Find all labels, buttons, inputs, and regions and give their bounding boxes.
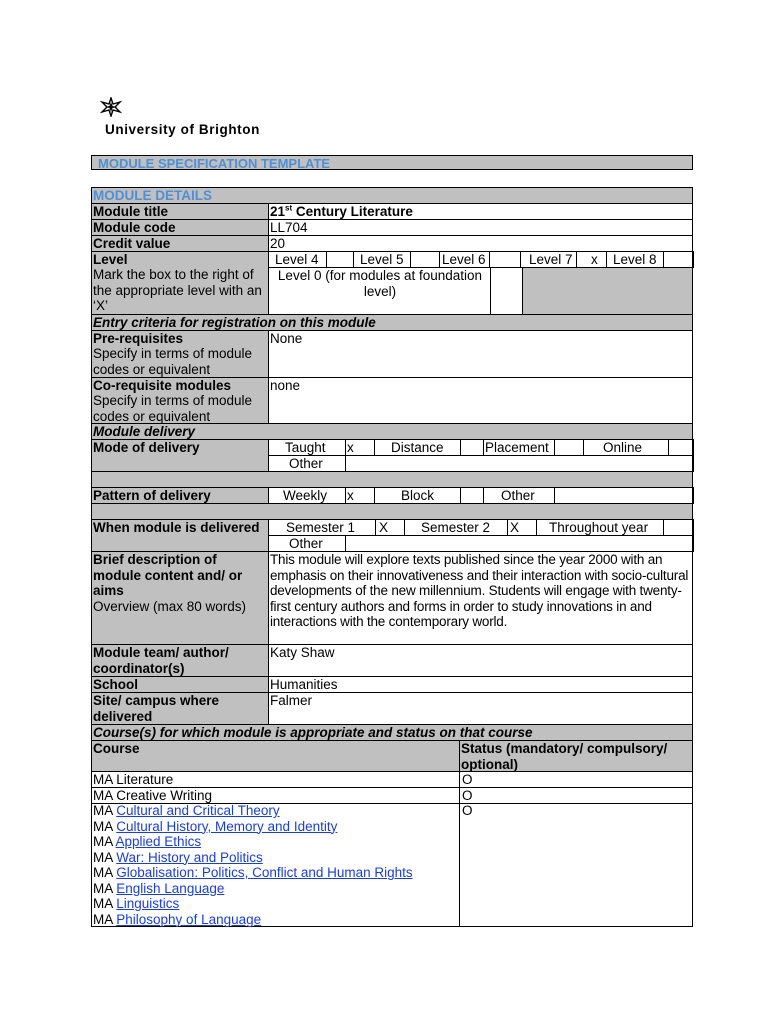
level-label-cell xyxy=(91,251,269,315)
mode-online-cell xyxy=(583,439,669,456)
throughout-year-checkbox[interactable] xyxy=(663,519,694,536)
courses-header xyxy=(91,724,693,741)
description-value: This module will explore texts published since the year 2000 with an emphasis on their innovativeness and their interaction with socio-cultural developments of the new millennium. Students will engage with twenty-first century authors and forms in order to study innovations in and interactions with the contemporary world. xyxy=(270,552,689,629)
corequisites-value: none xyxy=(270,378,301,393)
description-label-cell xyxy=(91,551,269,645)
course-link[interactable]: Cultural History, Memory and Identity xyxy=(116,818,338,834)
level-6-checkbox[interactable] xyxy=(489,251,521,268)
module-title-value-cell xyxy=(268,203,693,220)
course-status: O xyxy=(462,803,473,818)
course-row xyxy=(93,912,261,928)
course-row xyxy=(91,771,460,788)
course-name: MA Literature xyxy=(93,772,174,787)
pattern-of-delivery-label: Pattern of delivery xyxy=(93,488,211,503)
pattern-other-cell xyxy=(483,487,555,504)
course-prefix: MA xyxy=(93,911,117,927)
semester-1-label: Semester 1 xyxy=(286,520,356,535)
prerequisites-hint: Specify in terms of module codes or equivalent xyxy=(93,346,253,377)
when-delivered-label: When module is delivered xyxy=(93,520,260,535)
mode-online-label: Online xyxy=(603,440,643,455)
module-team-value-cell xyxy=(268,644,693,677)
semester-2-label: Semester 2 xyxy=(421,520,491,535)
mode-of-delivery-options xyxy=(268,439,693,472)
level-8-cell xyxy=(606,251,664,268)
mode-placement-label: Placement xyxy=(485,440,549,455)
document-title: MODULE SPECIFICATION TEMPLATE xyxy=(91,155,693,170)
mode-distance-label: Distance xyxy=(391,440,444,455)
prerequisites-label-cell xyxy=(91,330,269,378)
linked-courses-status-cell xyxy=(459,803,693,927)
course-row xyxy=(93,896,179,912)
module-team-label-cell xyxy=(91,644,269,677)
module-title-value: 21st Century Literature xyxy=(270,203,413,219)
spacer-row-1 xyxy=(91,471,693,488)
level-0-cell xyxy=(268,267,491,315)
mode-taught-checkbox[interactable] xyxy=(345,439,375,456)
site-label: Site/ campus where delivered xyxy=(93,693,220,724)
course-row xyxy=(93,803,280,819)
level-0-checkbox[interactable] xyxy=(490,267,523,315)
courses-heading: Course(s) for which module is appropriate and status on that course xyxy=(93,725,533,740)
course-column-header-cell xyxy=(91,740,460,772)
corequisites-value-cell xyxy=(268,377,693,424)
module-details-header xyxy=(91,187,693,204)
pattern-weekly-mark: x xyxy=(347,488,354,503)
level-filler-cell xyxy=(522,267,693,315)
course-row xyxy=(93,850,263,866)
level-7-checkbox[interactable] xyxy=(576,251,607,268)
mode-taught-label: Taught xyxy=(285,440,326,455)
module-title-label: Module title xyxy=(93,204,168,219)
course-row xyxy=(93,865,413,881)
pattern-block-label: Block xyxy=(401,488,435,503)
credit-value-cell xyxy=(268,235,693,252)
module-team-value: Katy Shaw xyxy=(270,645,335,660)
module-code-label-cell xyxy=(91,219,269,236)
level-4-label: Level 4 xyxy=(275,252,319,267)
semester-2-checkbox[interactable] xyxy=(507,519,537,536)
course-row xyxy=(93,834,201,850)
pattern-weekly-checkbox[interactable] xyxy=(345,487,375,504)
course-prefix: MA xyxy=(93,896,117,911)
module-spec-table xyxy=(91,187,694,927)
module-code-value-cell xyxy=(268,219,693,236)
level-4-cell xyxy=(268,251,327,268)
school-value: Humanities xyxy=(270,677,338,692)
course-link[interactable]: Globalisation: Politics, Conflict and Human Rights xyxy=(116,865,413,880)
module-code-label: Module code xyxy=(93,220,176,235)
school-label-cell xyxy=(91,676,269,693)
level-row xyxy=(268,251,693,268)
semester-1-mark: X xyxy=(379,520,389,535)
course-column-header: Course xyxy=(93,741,140,756)
mode-other-cell xyxy=(268,455,346,472)
course-link[interactable]: Cultural and Critical Theory xyxy=(116,803,280,818)
level-7-cell xyxy=(520,251,577,268)
status-column-header-cell xyxy=(459,740,693,772)
spacer-row-2 xyxy=(91,503,693,520)
site-label-cell xyxy=(91,692,269,725)
pattern-other-field[interactable] xyxy=(554,487,694,504)
course-status-cell xyxy=(459,787,693,804)
course-link[interactable]: Philosophy of Language xyxy=(116,911,262,927)
mode-online-checkbox[interactable] xyxy=(668,439,694,456)
mode-other-field[interactable] xyxy=(345,455,694,472)
mode-of-delivery-label: Mode of delivery xyxy=(93,440,200,455)
mode-placement-checkbox[interactable] xyxy=(554,439,584,456)
credit-value: 20 xyxy=(270,236,286,251)
description-label: Brief description of module content and/ or aims xyxy=(93,552,243,598)
semester-1-checkbox[interactable] xyxy=(375,519,405,536)
module-details-heading: MODULE DETAILS xyxy=(93,188,212,203)
linked-courses-cell xyxy=(91,803,460,927)
description-value-cell xyxy=(268,551,693,645)
corequisites-label-cell xyxy=(91,377,269,424)
status-column-header: Status (mandatory/ compulsory/ optional) xyxy=(461,741,668,772)
entry-criteria-header xyxy=(91,314,693,331)
level-7-label: Level 7 xyxy=(529,252,573,267)
site-value-cell xyxy=(268,692,693,725)
course-prefix: MA xyxy=(93,834,116,849)
level-6-cell xyxy=(439,251,490,268)
university-name: University of Brighton xyxy=(105,122,260,137)
entry-criteria-heading: Entry criteria for registration on this module xyxy=(93,315,376,330)
pattern-of-delivery-label-cell xyxy=(91,487,269,504)
course-name: MA Creative Writing xyxy=(93,788,213,803)
when-other-field[interactable] xyxy=(345,535,694,552)
course-row xyxy=(91,787,460,804)
module-delivery-header xyxy=(91,423,693,440)
when-other-label: Other xyxy=(289,536,323,551)
description-hint: Overview (max 80 words) xyxy=(93,599,247,614)
module-delivery-heading: Module delivery xyxy=(93,424,196,439)
level-8-checkbox[interactable] xyxy=(663,251,694,268)
level-label: Level xyxy=(93,252,128,267)
prerequisites-value: None xyxy=(270,331,303,346)
pattern-block-cell xyxy=(374,487,461,504)
mode-taught-cell xyxy=(268,439,346,456)
school-label: School xyxy=(93,677,139,692)
course-link[interactable]: Linguistics xyxy=(116,896,180,911)
when-other-cell xyxy=(268,535,346,552)
course-link[interactable]: Applied Ethics xyxy=(115,834,202,849)
course-status: O xyxy=(462,772,473,787)
corequisites-hint: Specify in terms of module codes or equivalent xyxy=(93,393,253,424)
level-5-cell xyxy=(353,251,411,268)
credit-value-label-cell xyxy=(91,235,269,252)
course-row xyxy=(93,819,337,835)
level-7-mark: x xyxy=(591,252,598,267)
when-delivered-label-cell xyxy=(91,519,269,552)
corequisites-label: Co-requisite modules xyxy=(93,378,232,393)
mode-distance-checkbox[interactable] xyxy=(460,439,484,456)
university-logo-icon xyxy=(100,97,122,117)
pattern-weekly-cell xyxy=(268,487,346,504)
course-prefix: MA xyxy=(93,849,117,865)
course-link[interactable]: War: History and Politics xyxy=(116,849,263,865)
course-status-cell xyxy=(459,771,693,788)
mode-of-delivery-label-cell xyxy=(91,439,269,472)
semester-2-cell xyxy=(404,519,508,536)
level-6-label: Level 6 xyxy=(442,252,486,267)
level-8-label: Level 8 xyxy=(613,252,657,267)
pattern-other-label: Other xyxy=(501,488,535,503)
level-hint: Mark the box to the right of the appropriate level with an ‘X’ xyxy=(93,267,262,313)
semester-2-mark: X xyxy=(510,520,520,535)
pattern-weekly-label: Weekly xyxy=(283,488,328,503)
course-prefix: MA xyxy=(93,818,117,834)
school-value-cell xyxy=(268,676,693,693)
semester-1-cell xyxy=(268,519,376,536)
course-link[interactable]: English Language xyxy=(116,880,225,896)
mode-distance-cell xyxy=(374,439,461,456)
site-value: Falmer xyxy=(270,693,313,708)
throughout-year-label: Throughout year xyxy=(549,520,649,535)
course-row xyxy=(93,881,224,897)
prerequisites-value-cell xyxy=(268,330,693,378)
module-code-value: LL704 xyxy=(270,220,308,235)
course-prefix: MA xyxy=(93,865,117,880)
mode-placement-cell xyxy=(483,439,555,456)
when-delivered-options xyxy=(268,519,693,552)
prerequisites-label: Pre-requisites xyxy=(93,331,184,346)
throughout-year-cell xyxy=(536,519,664,536)
mode-other-label: Other xyxy=(289,456,323,471)
course-prefix: MA xyxy=(93,880,117,896)
level-5-label: Level 5 xyxy=(360,252,404,267)
module-title-label-cell xyxy=(91,203,269,220)
course-status: O xyxy=(462,788,473,803)
mode-taught-mark: x xyxy=(347,440,354,455)
level-4-checkbox[interactable] xyxy=(326,251,354,268)
pattern-of-delivery-options xyxy=(268,487,693,504)
pattern-block-checkbox[interactable] xyxy=(460,487,484,504)
module-team-label: Module team/ author/ coordinator(s) xyxy=(93,645,229,676)
credit-value-label: Credit value xyxy=(93,236,171,251)
course-prefix: MA xyxy=(93,803,117,818)
level-0-label: Level 0 (for modules at foundation level) xyxy=(277,268,483,299)
level-5-checkbox[interactable] xyxy=(410,251,440,268)
